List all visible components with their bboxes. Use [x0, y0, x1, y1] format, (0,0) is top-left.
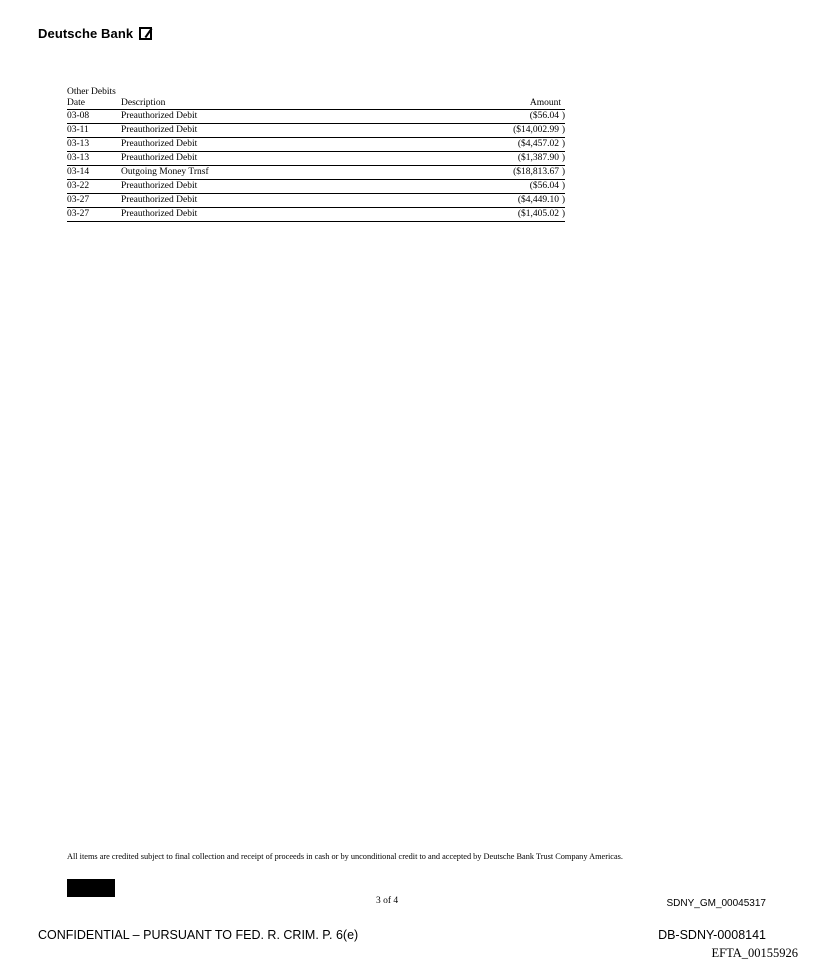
row-date: 03-14	[67, 167, 90, 177]
row-amount-close-paren: )	[561, 111, 565, 121]
row-amount	[455, 166, 565, 179]
column-header-date: Date	[67, 98, 85, 108]
row-amount-close-paren: )	[561, 125, 565, 135]
row-description: Preauthorized Debit	[121, 153, 198, 163]
row-amount-value: ($18,813.67	[513, 167, 559, 177]
confidential-notice: CONFIDENTIAL – PURSUANT TO FED. R. CRIM. P. 6(e)	[38, 928, 359, 942]
row-description: Outgoing Money Trnsf	[121, 167, 209, 177]
section-title: Other Debits	[67, 87, 116, 97]
row-date: 03-13	[67, 153, 90, 163]
row-description: Preauthorized Debit	[121, 195, 198, 205]
row-amount	[455, 208, 565, 221]
row-date: 03-22	[67, 181, 90, 191]
table-row	[67, 152, 565, 166]
row-amount	[455, 194, 565, 207]
row-amount-close-paren: )	[561, 139, 565, 149]
row-amount-value: ($1,405.02	[517, 209, 559, 219]
row-amount-value: ($56.04	[529, 181, 559, 191]
table-row	[67, 166, 565, 180]
row-date: 03-11	[67, 125, 89, 135]
table-row	[67, 208, 565, 222]
row-date: 03-08	[67, 111, 90, 121]
bank-name: Deutsche Bank	[38, 26, 134, 41]
row-amount	[455, 180, 565, 193]
row-amount-value: ($4,449.10	[517, 195, 559, 205]
column-header-description: Description	[121, 98, 166, 108]
row-date: 03-27	[67, 195, 90, 205]
row-amount-value: ($4,457.02	[517, 139, 559, 149]
row-amount-close-paren: )	[561, 209, 565, 219]
page-number: 3 of 4	[376, 896, 399, 906]
table-row	[67, 110, 565, 124]
row-description: Preauthorized Debit	[121, 139, 198, 149]
row-date: 03-13	[67, 139, 90, 149]
row-description: Preauthorized Debit	[121, 125, 198, 135]
disclaimer-text: All items are credited subject to final collection and receipt of proceeds in cash or by unconditional credit to and accepted by Deutsche Bank Trust Company Americas.	[67, 852, 623, 861]
row-amount-value: ($56.04	[529, 111, 559, 121]
row-date: 03-27	[67, 209, 90, 219]
row-description: Preauthorized Debit	[121, 209, 198, 219]
table-row	[67, 180, 565, 194]
row-amount	[455, 124, 565, 137]
table-row	[67, 194, 565, 208]
row-amount	[455, 152, 565, 165]
row-amount-close-paren: )	[561, 195, 565, 205]
row-description: Preauthorized Debit	[121, 111, 198, 121]
table-body	[67, 110, 565, 222]
table-header	[67, 98, 565, 110]
row-amount	[455, 110, 565, 123]
bank-logo	[38, 26, 152, 41]
document-id: SDNY_GM_00045317	[666, 898, 766, 909]
row-description: Preauthorized Debit	[121, 181, 198, 191]
row-amount-close-paren: )	[561, 167, 565, 177]
table-row	[67, 138, 565, 152]
other-debits-table	[67, 87, 565, 222]
bates-number: DB-SDNY-0008141	[658, 928, 766, 942]
row-amount-close-paren: )	[561, 181, 565, 191]
redaction-block	[67, 879, 115, 897]
row-amount	[455, 138, 565, 151]
row-amount-close-paren: )	[561, 153, 565, 163]
efta-number: EFTA_00155926	[711, 946, 798, 960]
row-amount-value: ($14,002.99	[513, 125, 559, 135]
column-header-amount: Amount	[529, 98, 561, 108]
row-amount-value: ($1,387.90	[517, 153, 559, 163]
table-row	[67, 124, 565, 138]
deutsche-bank-slash-icon	[139, 27, 152, 40]
